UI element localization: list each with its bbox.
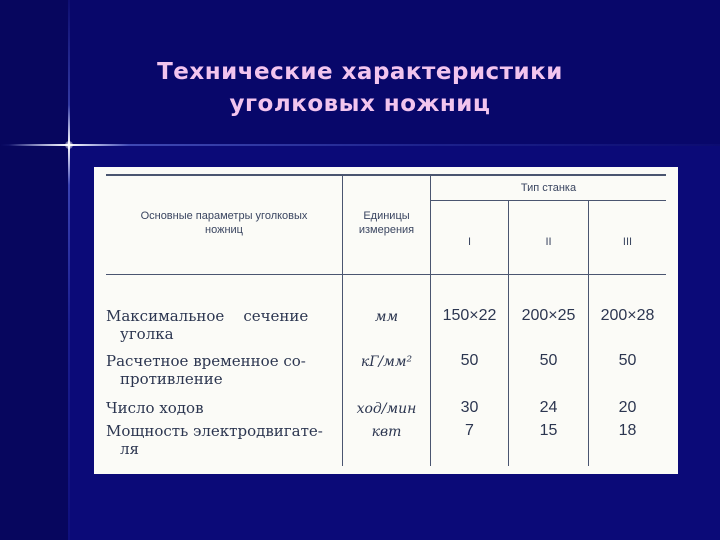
table-cell-value: 50 <box>539 352 558 369</box>
type-header-3: III <box>622 236 633 248</box>
table-row-param: Максимальное сечение уголка <box>106 307 309 343</box>
slide-title <box>110 56 610 120</box>
type-header-2: II <box>545 236 552 248</box>
machine-type-rule <box>430 200 666 201</box>
table-row-unit: мм <box>374 309 399 325</box>
table-cell-value: 24 <box>539 399 558 416</box>
table-cell-value: 20 <box>618 399 637 416</box>
units-header: Единицы измерения <box>358 210 415 236</box>
spec-table-image <box>94 167 678 474</box>
table-cell-value: 200×25 <box>521 307 576 324</box>
background-left-band <box>0 0 68 540</box>
table-row-param: Расчетное временное со- противление <box>106 352 306 388</box>
table-row-unit: кГ/мм² <box>360 354 413 370</box>
slide-title-line2: уголковых ножниц <box>229 91 491 117</box>
table-cell-value: 50 <box>460 352 479 369</box>
table-row-param: Число ходов <box>106 399 204 417</box>
background-vertical-glow-line <box>68 0 70 540</box>
table-cell-value: 150×22 <box>442 307 497 324</box>
table-row-unit: квт <box>371 424 402 440</box>
param-header: Основные параметры уголковых ножниц <box>140 210 308 236</box>
table-cell-value: 200×28 <box>600 307 655 324</box>
table-row-unit: ход/мин <box>356 401 417 417</box>
table-top-rule <box>106 174 666 176</box>
slide-title-line1: Технические характеристики <box>157 59 563 85</box>
table-cell-value: 18 <box>618 422 637 439</box>
table-cell-value: 50 <box>618 352 637 369</box>
table-cell-value: 15 <box>539 422 558 439</box>
table-row-param: Мощность электродвигате- ля <box>106 422 323 458</box>
type-header-1: I <box>467 236 472 248</box>
header-bottom-rule <box>106 274 666 275</box>
machine-type-header: Тип станка <box>520 182 577 194</box>
table-cell-value: 7 <box>465 422 474 439</box>
table-cell-value: 30 <box>460 399 479 416</box>
